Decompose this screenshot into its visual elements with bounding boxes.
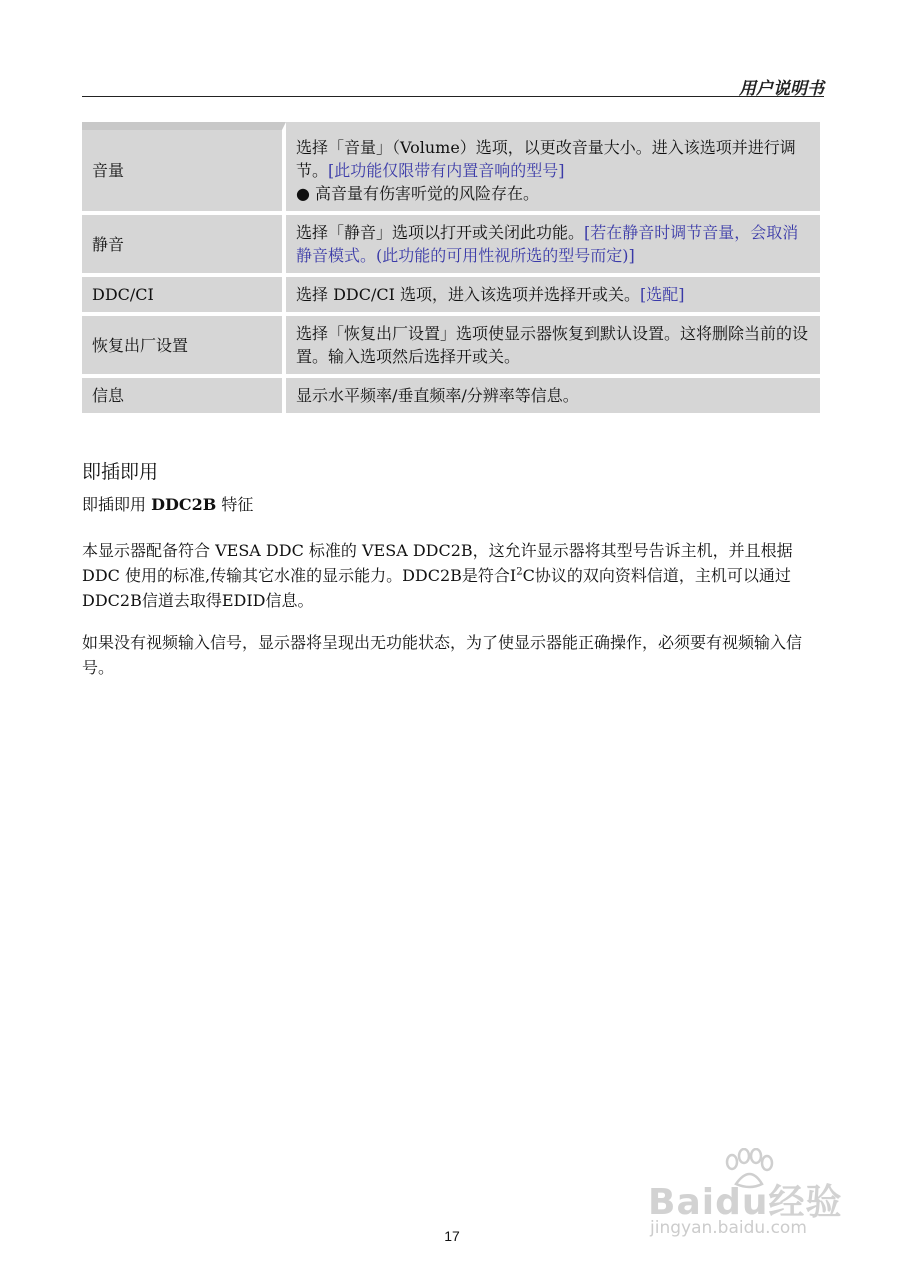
page-number: 17: [444, 1228, 460, 1244]
table-row: [82, 378, 820, 417]
row-desc-ddcci: [286, 277, 820, 316]
desc-text: 选择「静音」选项以打开或关闭此功能。: [296, 223, 585, 242]
table-row: [82, 215, 820, 277]
header-divider: [82, 96, 824, 97]
subhead-suffix: 特征: [221, 495, 254, 514]
row-label-factory-reset: 恢复出厂设置: [82, 316, 286, 378]
paragraph-no-signal: 如果没有视频输入信号，显示器将呈现出无功能状态，为了使显示器能正确操作，必须要有视频输入信号。: [82, 633, 803, 677]
subhead-prefix: 即插即用: [82, 495, 147, 514]
desc-text: 选择「音量」（Volume）选项，以更改音量大小。进入该选项并进行调节。: [296, 138, 796, 180]
desc-text: 选择 DDC/CI 选项，进入该选项并选择开或关。: [296, 285, 641, 304]
header-title: 用户说明书: [739, 79, 824, 98]
row-label-volume: 音量: [82, 122, 286, 215]
desc-text: 显示水平频率/垂直频率/分辨率等信息。: [296, 386, 579, 405]
section-subheading: [82, 492, 253, 515]
row-desc-volume: [286, 122, 820, 215]
table-row: [82, 277, 820, 316]
subhead-bold: DDC2B: [151, 495, 217, 514]
section-title: 即插即用: [82, 461, 159, 483]
paragraph-ddc2b: [82, 538, 822, 613]
row-desc-factory-reset: [286, 316, 820, 378]
model-note: [此功能仅限带有内置音响的型号]: [328, 161, 565, 180]
model-note: [若在静音时调节音量，会取消静音模式。(此功能的可用性视所选的型号而定)]: [296, 223, 799, 265]
superscript: 2: [516, 566, 523, 578]
watermark-brand: Baidu经验: [648, 1182, 843, 1223]
table-row: [82, 316, 820, 378]
watermark-url: jingyan.baidu.com: [650, 1218, 807, 1238]
settings-table: [82, 122, 820, 417]
row-label-info: 信息: [82, 378, 286, 417]
row-label-ddcci: DDC/CI: [82, 277, 286, 316]
model-note: [选配]: [640, 285, 685, 304]
warning-text: ● 高音量有伤害听觉的风险存在。: [296, 184, 540, 203]
table-row: [82, 122, 820, 215]
row-desc-mute: [286, 215, 820, 277]
para-text: 本显示器配备符合 VESA DDC 标准的 VESA DDC2B，这允许显示器将其型号告诉主机，并且根据 DDC 使用的标准,传输其它水准的显示能力。DDC2B是符合I: [82, 541, 793, 585]
row-desc-info: [286, 378, 820, 417]
para-text: C协议的双向资料信道，主机可以通过DDC2B信道去取得EDID信息。: [82, 566, 791, 610]
desc-text: 选择「恢复出厂设置」选项使显示器恢复到默认设置。这将删除当前的设置。输入选项然后选择开或关。: [296, 324, 809, 366]
row-label-mute: 静音: [82, 215, 286, 277]
